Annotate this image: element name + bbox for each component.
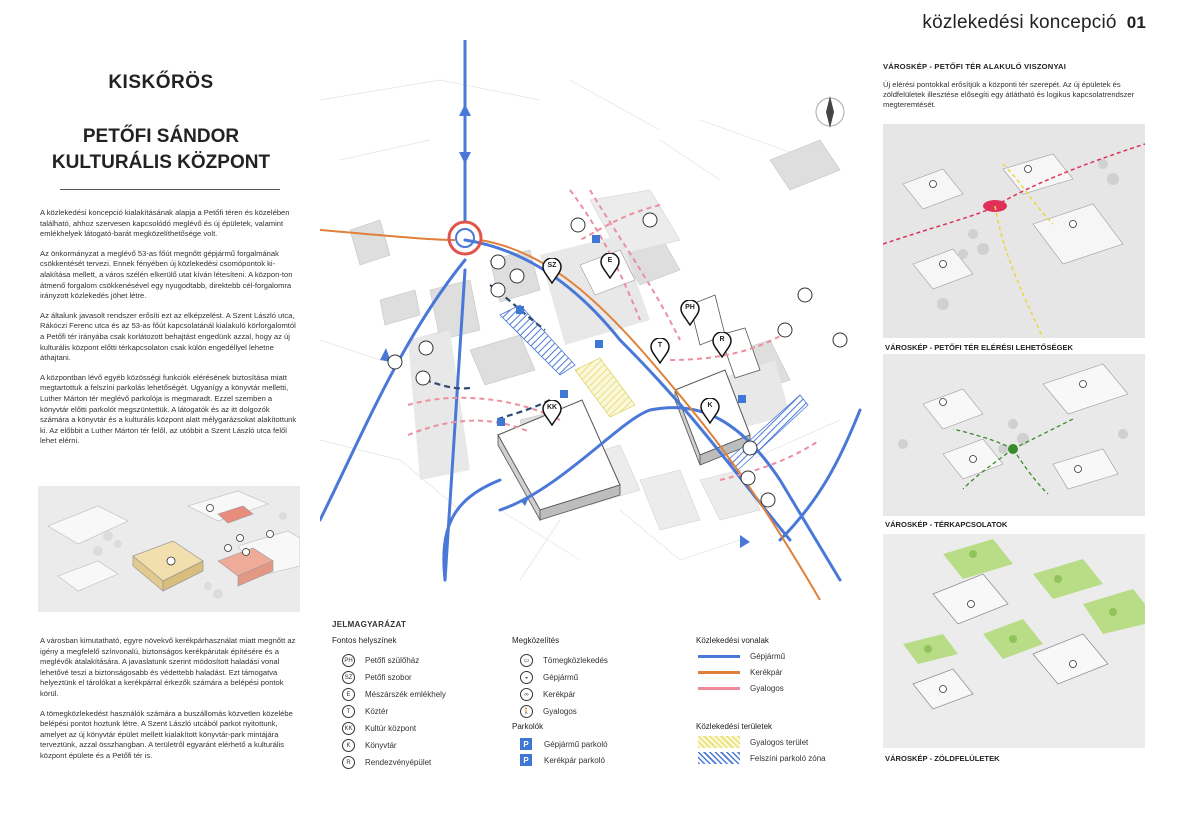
right-column [883,62,1145,111]
legend-line-item [698,684,784,693]
legend-area-item [698,752,826,764]
pin-icon: T [342,705,355,718]
legend-access-label: Gépjármű [543,673,579,682]
axonometric-square-relations [883,124,1145,338]
legend-place-item [342,688,446,701]
panel-green-areas [883,534,1145,748]
page-number: 01 [1126,13,1146,32]
legend-places-title: Fontos helyszínek [332,636,397,645]
bottom-paragraph: A tömegközlekedést használók számára a buszállomás közvetlen közelébe belépési pontot hoztunk létre. A Szent László utcából parkot nyitottunk, amelyet az új könyvtár épület mellett kialakított könyvtár-park mintájára terveztünk, azzal összhangban. A területről egyaránt elérhető a kulturális központ épülete és a Petőfi tér is. [40,708,293,760]
map-legend [332,620,852,780]
legend-area-label: Gyalogos terület [750,737,809,747]
marker-label: PH [685,304,695,311]
pin-icon: KK [342,722,355,735]
legend-place-label: Rendezvényépület [365,758,432,767]
map-svg [320,40,865,600]
pedestrian-line-swatch [698,687,740,690]
panel-caption: VÁROSKÉP - PETŐFI TÉR ELÉRÉSI LEHETŐSÉGEK [885,343,1074,352]
legend-place-item [342,739,397,752]
map-marker-e[interactable] [600,253,620,279]
legend-place-label: Mészárszék emlékhely [365,690,446,699]
intro-paragraph: Az önkormányzat a meglévő 53-as főút megnőtt gépjármű forgalmának csökkentését tervezi. Ennek fényében új közlekedési csomópontok ki-alakítása mellett, a város szélén elkerülő utat kíván létesíteni. A közpon-ton átmenő forgalom csökkenésével egy nyugodtabb, direktebb cél-forgalomra irányzott közlekedés jöhet létre. [40,248,293,301]
legend-areas-title: Közlekedési területek [696,722,773,731]
legend-access-item [520,705,577,718]
intro-text [40,208,300,456]
legend-access-label: Tömegközlekedés [543,656,608,665]
axonometric-green-areas [883,534,1145,748]
marker-label: SZ [547,262,557,269]
axonometric-illustration [38,486,300,612]
legend-area-item [698,736,808,748]
parking-area-swatch [698,752,740,764]
legend-place-label: Kultúr központ [365,724,417,733]
panel-square-relations [883,124,1145,338]
legend-access-item [520,688,575,701]
legend-line-label: Kerékpár [750,668,783,677]
axonometric-view [38,486,300,612]
bike-parking-icon: P [520,754,532,766]
map-marker-ph[interactable] [680,300,700,326]
pedestrian-icon: 🚶 [520,705,533,718]
legend-line-label: Gyalogos [750,684,784,693]
pin-icon: SZ [342,671,355,684]
legend-parking-item [520,754,605,766]
legend-place-label: Petőfi szobor [365,673,412,682]
legend-area-label: Felszíni parkoló zóna [750,753,826,763]
title-block [36,72,286,176]
project-title [36,124,286,176]
pin-icon: R [342,756,355,769]
legend-line-item [698,668,782,677]
legend-place-item [342,671,412,684]
header-title: közlekedési koncepció [922,12,1117,33]
marker-label: K [707,402,713,409]
map-marker-r[interactable] [712,332,732,358]
bus-icon: ▭ [520,654,533,667]
marker-label: T [657,342,663,349]
bottom-text [40,636,300,771]
legend-lines-title: Közlekedési vonalak [696,636,769,645]
legend-place-label: Könyvtár [365,741,397,750]
legend-place-label: Petőfi szülőház [365,656,420,665]
legend-access-title: Megközelítés [512,636,560,645]
marker-label: R [719,336,725,343]
legend-title: JELMAGYARÁZAT [332,620,407,629]
page-header [922,12,1146,34]
pin-icon: E [342,688,355,701]
legend-line-item [698,652,785,661]
legend-parking-label: Kerékpár parkoló [544,755,605,765]
car-line-swatch [698,655,740,658]
bottom-paragraph: A városban kimutatható, egyre növekvő kerékpárhasználat miatt megnőtt az igény a megfelelő színvonalú, biztonságos kerékpárutak építésére és a meglévők átalakítására. A javaslatunk szerint módosított haladási vonal lehetővé teszi a biztonságosabb és védettebb haladást. Ezt támogatva helyeztünk el tárolókat a kerékpárral érkezők számára a belépési pontok körül. [40,636,296,698]
legend-access-label: Gyalogos [543,707,577,716]
legend-line-label: Gépjármű [750,652,786,661]
pin-icon: K [342,739,355,752]
project-title-line1: PETŐFI SÁNDOR [82,126,240,147]
legend-place-label: Köztér [365,707,389,716]
legend-access-item [520,671,578,684]
legend-parking-label: Gépjármű parkoló [544,739,608,749]
intro-paragraph: Az általunk javasolt rendszer erősíti ezt az elképzelést. A Szent László utca, Rákóczi Ferenc utca és az 53-as főút kapcsolatánál kialakuló körforgalomtól a Petőfi tér irányába csak korlátozott behajtást engedünk azzal, hogy az új kulturális központ előtti térkapcsolaton csak külön engedéllyel lehetne áthajtani. [40,310,296,363]
legend-access-item [520,654,608,667]
intro-paragraph: A közlekedési koncepció kialakításának alapja a Petőfi téren és közelében található, ahhoz szervesen kapcsolódó meglévő és új épületek, valamint emlékhelyek látogató-barát megközelíthetősége volt. [40,208,290,239]
map-marker-t[interactable] [650,338,670,364]
legend-parking-item [520,738,608,750]
bike-line-swatch [698,671,740,674]
map-marker-k[interactable] [700,398,720,424]
panel-access-options [883,354,1145,516]
bike-icon: ∞ [520,688,533,701]
title-divider [60,189,280,190]
map-marker-kk[interactable] [542,400,562,426]
panel-caption: VÁROSKÉP - ZÖLDFELÜLETEK [885,754,1000,763]
marker-label: KK [546,404,558,411]
legend-parking-title: Parkolók [512,722,544,731]
pin-icon: PH [342,654,355,667]
legend-place-item [342,654,419,667]
map-marker-sz[interactable] [542,258,562,284]
legend-place-item [342,705,388,718]
car-parking-icon: P [520,738,532,750]
traffic-concept-map [320,40,865,600]
marker-label: E [607,257,613,264]
project-title-line2: KULTURÁLIS KÖZPONT [51,152,271,173]
right-column-title: VÁROSKÉP - PETŐFI TÉR ALAKULÓ VISZONYAI [883,62,1067,71]
legend-place-item [342,722,416,735]
panel-caption: VÁROSKÉP - TÉRKAPCSOLATOK [885,520,1008,529]
pedestrian-area-swatch [698,736,740,748]
intro-paragraph: A központban lévő egyéb közösségi funkciók elérésének biztosítása miatt megtartottuk a felszíni parkolás lehetőségét. Ugyanígy a könyvtár melletti, Luther Márton tér meglévő parkolója is megmaradt. Ezzel szemben a könyvtár előtti parkolót megszüntettük. A látogatók és az itt dolgozók számára a könyvtár és a kulturális központ alatt mélygarázsokat alakítottunk ki. Az előbbit a Luther Márton tér felől, az utóbbit a Szent László utca felől lehet elérni. [40,372,297,446]
legend-access-label: Kerékpár [543,690,576,699]
car-icon: ◒ [520,671,533,684]
axonometric-access-options [883,354,1145,516]
city-title: KISKŐRÖS [108,72,214,93]
legend-place-item [342,756,431,769]
right-column-text: Új elérési pontokkal erősítjük a központi tér szerepét. Az új épületek és zöldfelületek illesztése elősegíti egy átlátható és logikus kapcsolatrendszer megteremtését. [883,80,1135,110]
